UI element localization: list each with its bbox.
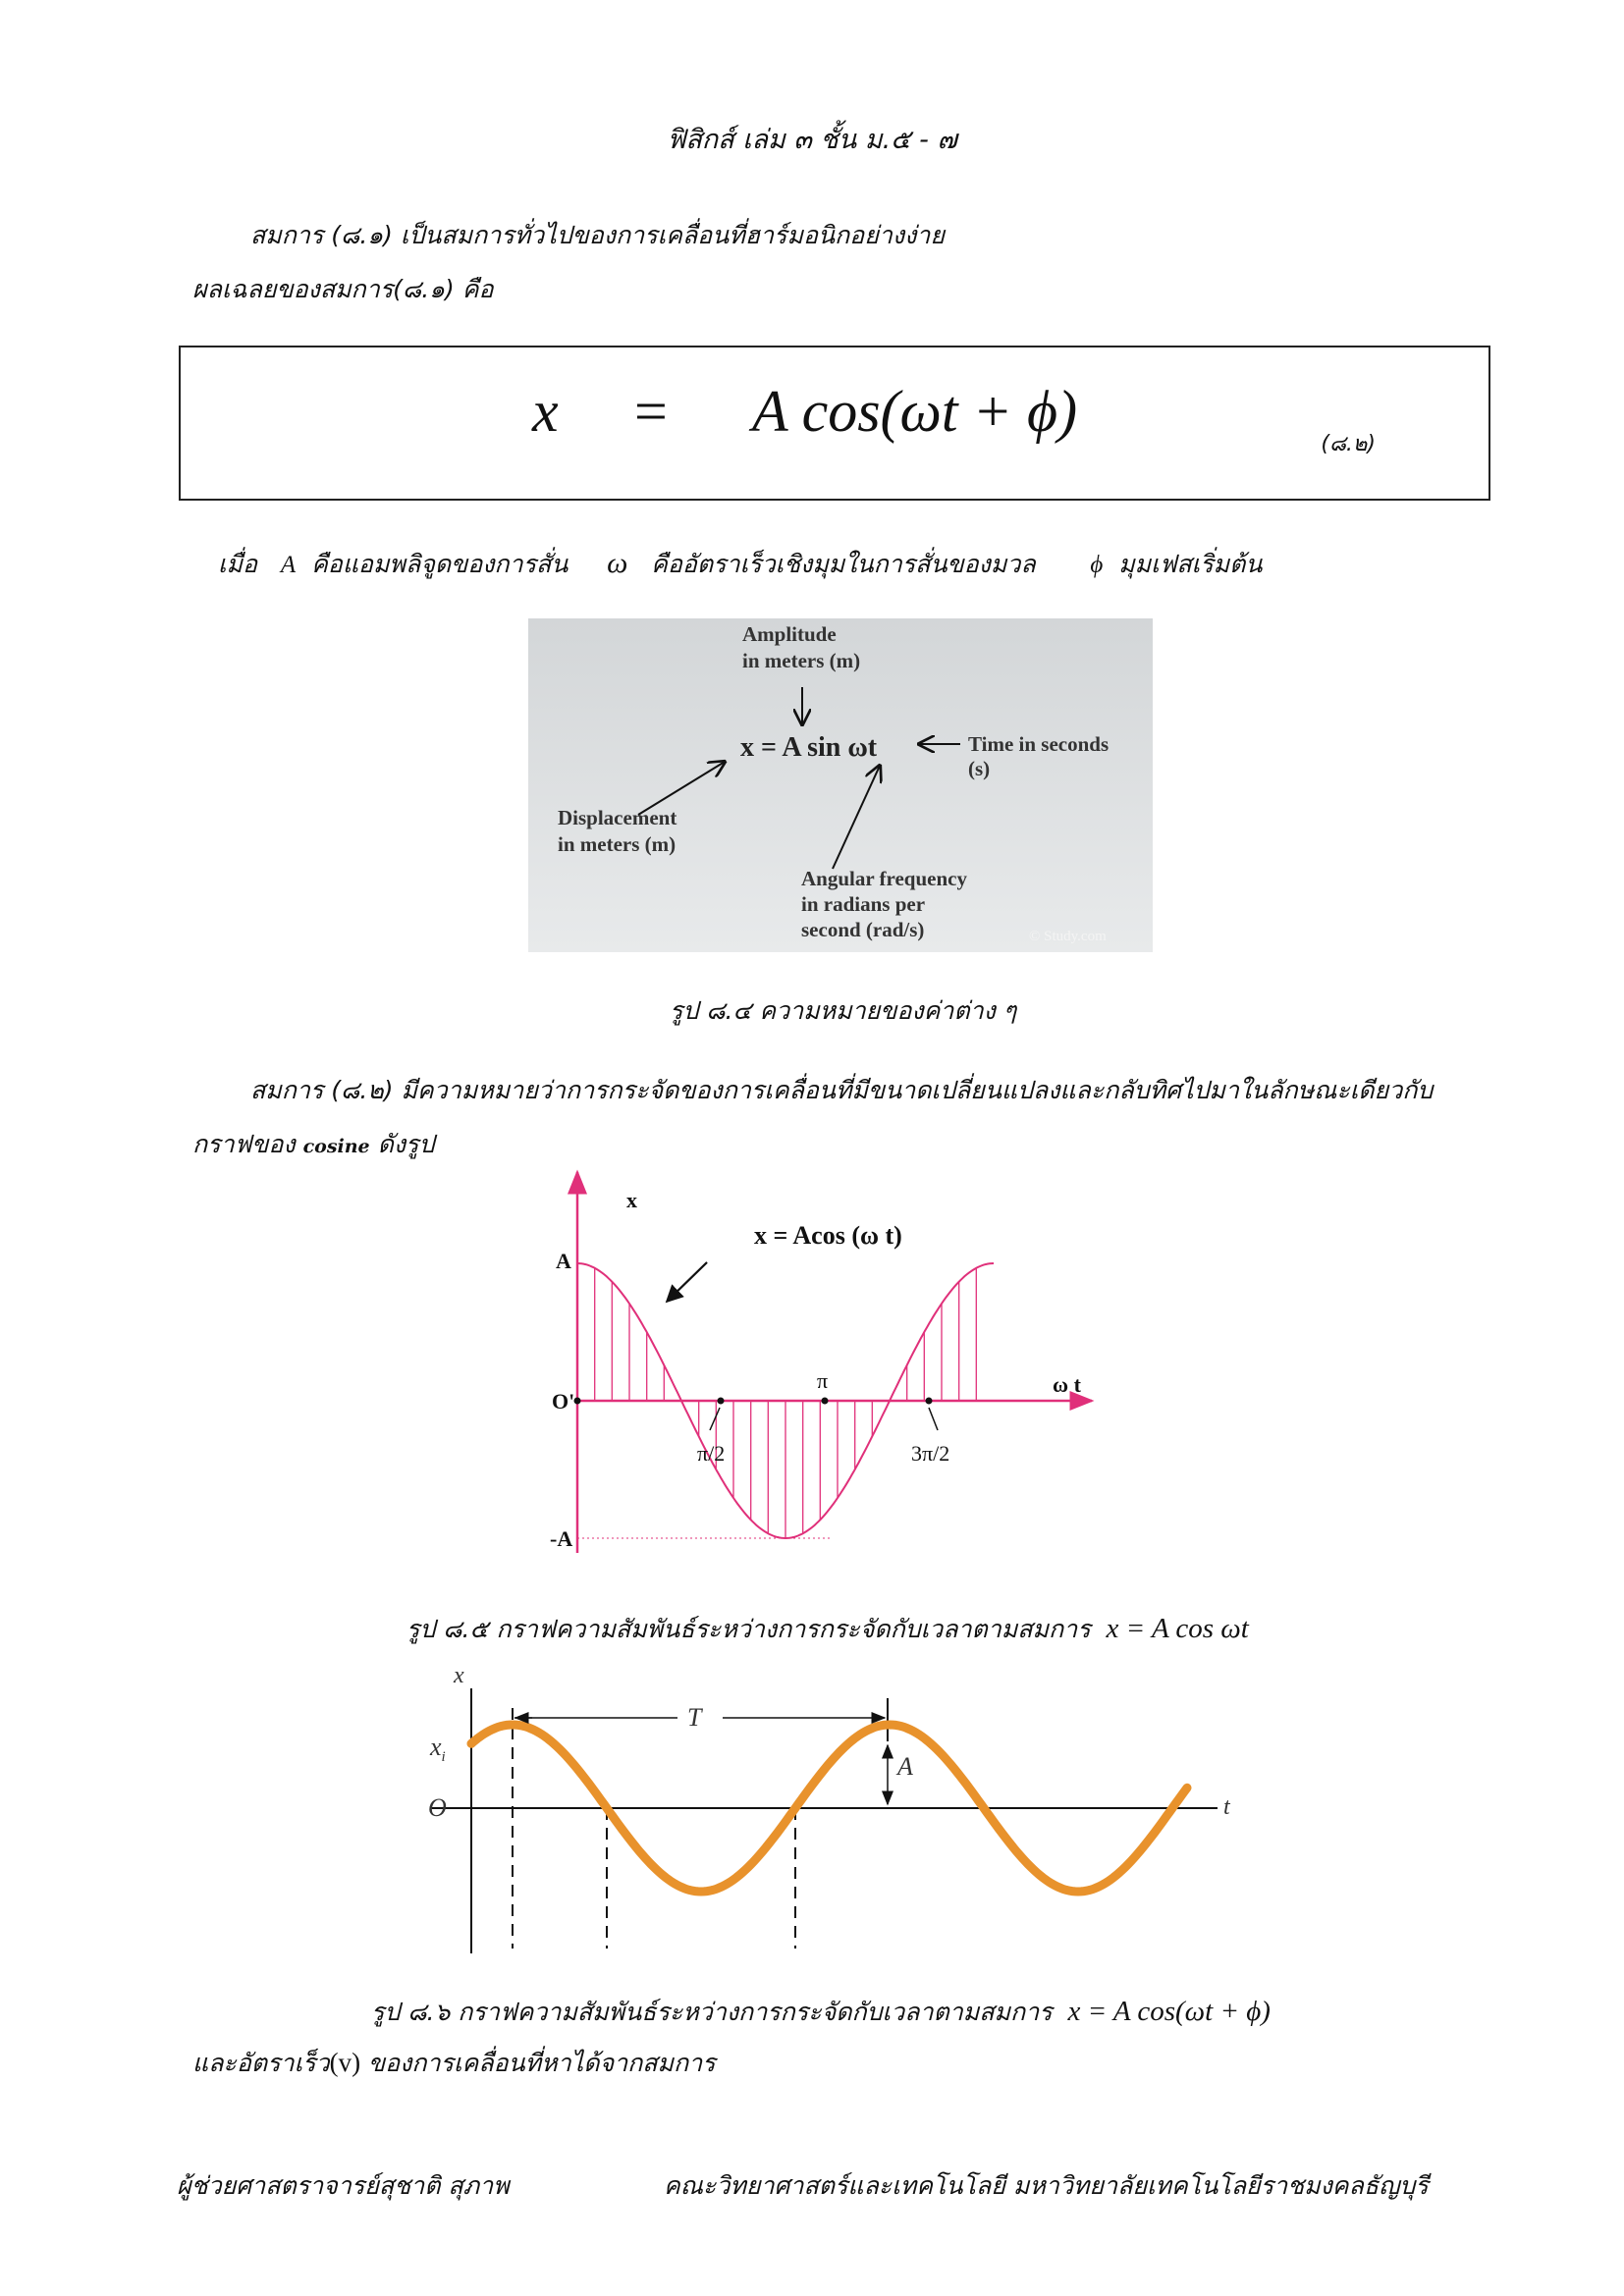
fig85-3pi-half-leader <box>929 1408 938 1430</box>
fig85-A-label: A <box>556 1249 571 1273</box>
fig85-caption-line <box>406 1610 1249 1649</box>
def-omega-symbol: ω <box>607 547 628 579</box>
para2-prefix: กราฟของ <box>192 1130 296 1158</box>
fig85-origin-dot <box>574 1398 581 1405</box>
page-header: ฟิสิกส์ เล่ม ๓ ชั้น ม.๕ - ๗ <box>667 125 957 155</box>
fig86-t-label: t <box>1223 1794 1230 1820</box>
para3-line <box>192 2047 716 2078</box>
def-A-text: คือแอมพลิจูดของการสั่น <box>311 550 568 578</box>
fig86-xi-label <box>429 1733 446 1765</box>
para2-cosine: cosine <box>302 1136 370 1157</box>
fig85-dot-3pi-half <box>926 1398 933 1405</box>
fig84-time-2: (s) <box>968 757 991 780</box>
fig84-displacement-2: in meters (m) <box>558 832 677 856</box>
equation-number: (๘.๒) <box>1321 432 1376 456</box>
fig86-origin-label: O <box>428 1793 447 1822</box>
figure-8-4 <box>528 618 1153 952</box>
equation-rhs: A cos(ωt + ϕ) <box>752 379 1078 444</box>
fig84-amplitude-1: Amplitude <box>742 622 837 646</box>
fig84-displacement-1: Displacement <box>558 806 677 829</box>
fig85-dot-pi-half <box>718 1398 725 1405</box>
footer-faculty: คณะวิทยาศาสตร์และเทคโนโลยี มหาวิทยาลัยเทคโนโลยีราชมงคลธัญบุรี <box>664 2171 1429 2200</box>
fig85-3pi-half-label: 3π/2 <box>911 1441 950 1466</box>
fig84-amplitude-2: in meters (m) <box>742 649 861 672</box>
fig86-xi-main: x <box>430 1733 442 1761</box>
fig84-watermark: © Study.com <box>1029 929 1107 944</box>
para3-prefix: และอัตราเร็ว <box>192 2049 330 2077</box>
fig85-label-arrow <box>667 1262 707 1302</box>
para2-line-1: สมการ (๘.๒) มีความหมายว่าการกระจัดของการเคลื่อนที่มีขนาดเปลี่ยนแปลงและกลับทิศไปมาในลักษณะเดียวกับ <box>250 1076 1434 1104</box>
def-A-symbol: A <box>280 552 297 578</box>
fig84-angular-2: in radians per <box>801 892 926 916</box>
def-phi-symbol: ϕ <box>1090 552 1104 578</box>
fig85-dot-pi <box>822 1398 829 1405</box>
intro-line-1: สมการ (๘.๑) เป็นสมการทั่วไปของการเคลื่อนที่ฮาร์มอนิกอย่างง่าย <box>250 221 945 249</box>
equation-box <box>179 346 1490 501</box>
def-phi-text: มุมเฟสเริ่มต้น <box>1118 550 1263 578</box>
fig86-caption-eq: x = A cos(ωt + ϕ) <box>1067 1996 1271 2027</box>
fig85-y-label: x <box>626 1188 637 1212</box>
fig85-stripes <box>595 1268 977 1538</box>
fig84-time-1: Time in seconds <box>968 732 1110 756</box>
fig86-xi-sub: i <box>441 1749 446 1765</box>
intro-line-2: ผลเฉลยของสมการ(๘.๑) คือ <box>192 275 494 303</box>
fig85-pi-label: π <box>817 1368 829 1393</box>
fig85-caption-eq: x = A cos ωt <box>1106 1613 1249 1644</box>
fig85-origin-label: O' <box>552 1389 575 1414</box>
fig86-A-label: A <box>897 1752 913 1781</box>
fig86-T-label: T <box>687 1703 702 1732</box>
fig85-curve-label: x = Acos (ω t) <box>754 1221 902 1250</box>
fig84-angular-1: Angular frequency <box>801 867 967 890</box>
para2-suffix: ดังรูป <box>377 1130 435 1158</box>
fig84-equation: x = A sin ωt <box>740 732 878 763</box>
fig85-caption: รูป ๘.๕ กราฟความสัมพันธ์ระหว่างการกระจัดกับเวลาตามสมการ <box>406 1615 1091 1643</box>
fig85-x-label: ω t <box>1053 1372 1081 1397</box>
para3-suffix: ของการเคลื่อนที่หาได้จากสมการ <box>368 2049 716 2077</box>
fig85-negA-label: -A <box>550 1526 573 1551</box>
fig86-caption: รูป ๘.๖ กราฟความสัมพันธ์ระหว่างการกระจัดกับเวลาตามสมการ <box>371 1998 1053 2026</box>
para2-line-2 <box>192 1130 434 1159</box>
footer-author: ผู้ช่วยศาสตราจารย์สุชาติ สุภาพ <box>177 2171 510 2200</box>
fig84-caption: รูป ๘.๔ ความหมายของค่าต่าง ๆ <box>670 996 1017 1025</box>
fig84-angular-3: second (rad/s) <box>801 918 925 941</box>
fig86-x-label: x <box>454 1663 464 1688</box>
def-omega-text: คืออัตราเร็วเชิงมุมในการสั่นของมวล <box>651 550 1036 578</box>
para3-v: (v) <box>329 2048 361 2077</box>
def-when: เมื่อ <box>218 550 258 578</box>
equation-lhs: x <box>532 379 559 444</box>
figure-8-6 <box>412 1659 1257 1973</box>
figure-8-5 <box>550 1160 1110 1573</box>
fig85-pi-half-label: π/2 <box>697 1441 726 1466</box>
fig86-caption-line <box>371 1993 1271 2032</box>
equation-equals: = <box>634 379 668 444</box>
fig85-pi-half-leader <box>710 1408 720 1430</box>
definitions-line <box>218 546 1262 581</box>
